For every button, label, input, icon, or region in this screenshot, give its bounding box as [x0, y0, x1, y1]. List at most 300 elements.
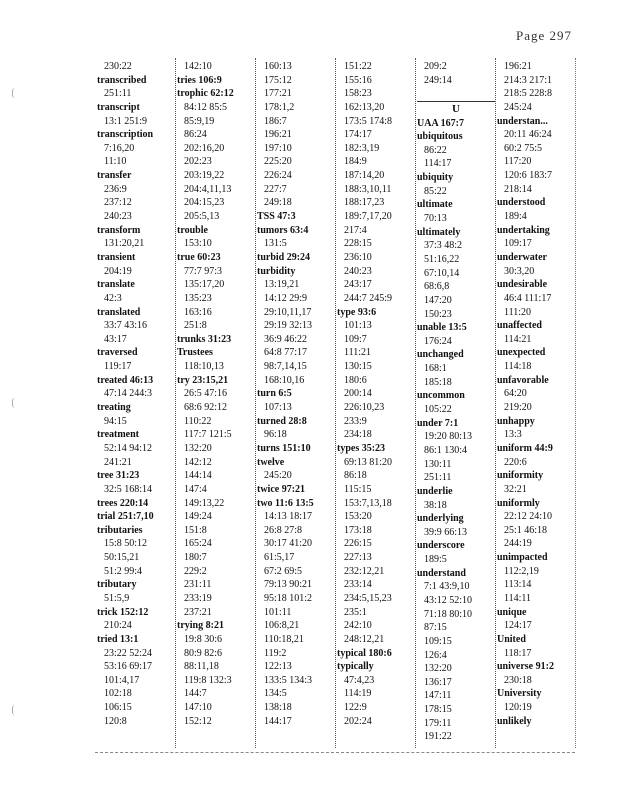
index-term: trial 251:7,10: [97, 511, 154, 523]
index-term: ubiquity: [417, 172, 454, 184]
index-reference: 162:13,20: [344, 101, 385, 113]
index-term: unhappy: [497, 415, 535, 427]
index-reference: 237:21: [184, 606, 212, 618]
index-term: treated 46:13: [97, 374, 154, 386]
index-term: tributary: [97, 579, 137, 591]
index-reference: 244:19: [504, 538, 532, 550]
index-column-3: [257, 60, 335, 728]
index-reference: 197:10: [264, 142, 292, 154]
index-term: UAA 167:7: [417, 117, 464, 129]
index-reference: 68:6,8: [424, 281, 450, 293]
index-reference: 150:23: [424, 308, 452, 320]
index-reference: 80:9 82:6: [184, 647, 223, 659]
index-column-2: [177, 60, 255, 728]
index-term: unlikely: [497, 715, 532, 727]
index-reference: 47:4,23: [344, 674, 375, 686]
index-reference: 243:17: [344, 279, 372, 291]
index-reference: 14:13 18:17: [264, 511, 313, 523]
index-reference: 131:5: [264, 238, 287, 250]
index-term: true 60:23: [177, 251, 221, 263]
index-reference: 236:9: [104, 183, 127, 195]
index-reference: 151:8: [184, 524, 207, 536]
index-reference: 71:18 80:10: [424, 608, 473, 620]
index-reference: 122:9: [344, 702, 367, 714]
index-reference: 111:21: [344, 347, 372, 359]
index-reference: 233:14: [344, 579, 372, 591]
index-reference: 13:3: [504, 429, 522, 441]
index-reference: 158:23: [344, 88, 372, 100]
index-term: uncommon: [417, 390, 465, 402]
index-reference: 43:17: [104, 333, 127, 345]
index-reference: 240:23: [104, 211, 132, 223]
index-term: uniformly: [497, 497, 540, 509]
index-term: understand: [417, 567, 466, 579]
index-reference: 144:17: [264, 715, 292, 727]
index-reference: 218:5 228:8: [504, 88, 553, 100]
index-reference: 33:7 43:16: [104, 320, 148, 332]
index-reference: 135:17,20: [184, 279, 225, 291]
index-term: undesirable: [497, 279, 548, 291]
index-reference: 109:7: [344, 333, 367, 345]
index-reference: 26:8 27:8: [264, 524, 303, 536]
index-reference: 149:24: [184, 511, 212, 523]
index-reference: 112:2,19: [504, 565, 539, 577]
index-reference: 11:10: [104, 156, 127, 168]
index-reference: 86:24: [184, 129, 207, 141]
index-reference: 225:20: [264, 156, 292, 168]
index-term: typically: [337, 661, 374, 673]
index-reference: 168:1: [424, 363, 447, 375]
index-term: undertaking: [497, 224, 550, 236]
column-divider: [415, 58, 416, 748]
index-reference: 30:3,20: [504, 265, 535, 277]
page-number: Page 297: [515, 28, 572, 43]
index-reference: 133:5 134:3: [264, 674, 313, 686]
index-reference: 51:5,9: [104, 592, 130, 604]
index-reference: 151:22: [344, 61, 372, 72]
index-reference: 42:3: [104, 292, 122, 304]
index-term: unimpacted: [497, 552, 548, 564]
index-reference: 178:1,2: [264, 101, 295, 113]
index-term: University: [497, 688, 542, 700]
index-reference: 124:17: [504, 620, 532, 632]
index-column-6: [497, 60, 575, 728]
index-reference: 177:21: [264, 88, 292, 100]
index-reference: 105:22: [424, 404, 452, 416]
index-reference: 189:4: [504, 211, 527, 223]
index-reference: 230:22: [104, 61, 132, 72]
index-reference: 196:21: [504, 61, 532, 72]
index-reference: 210:24: [104, 620, 132, 632]
index-reference: 249:14: [424, 74, 452, 86]
index-term: two 11:6 13:5: [257, 497, 314, 509]
index-reference: 240:23: [344, 265, 372, 277]
index-term: tries 106:9: [177, 74, 222, 86]
index-reference: 20:11 46:24: [504, 129, 552, 141]
index-reference: 234:5,15,23: [344, 592, 392, 604]
index-reference: 173:18: [344, 524, 372, 536]
index-reference: 102:18: [104, 688, 132, 700]
index-reference: 7:16,20: [104, 142, 135, 154]
index-reference: 114:17: [424, 158, 452, 170]
index-reference: 39:9 66:13: [424, 526, 468, 538]
index-reference: 79:13 90:21: [264, 579, 313, 591]
index-term: ultimate: [417, 199, 453, 211]
index-reference: 118:17: [504, 647, 532, 659]
index-term: TSS 47:3: [257, 211, 296, 223]
column-divider: [335, 58, 336, 748]
index-reference: 188:3,10,11: [344, 183, 392, 195]
index-reference: 234:18: [344, 429, 372, 441]
index-term: underlying: [417, 513, 464, 525]
index-reference: 236:10: [344, 251, 372, 263]
index-term: understan...: [497, 115, 548, 127]
index-term: under 7:1: [417, 417, 459, 429]
index-term: translated: [97, 306, 141, 318]
index-term: trophic 62:12: [177, 88, 234, 100]
index-term: underscore: [417, 540, 465, 552]
index-term: underwater: [497, 251, 547, 263]
index-reference: 114:11: [504, 592, 532, 604]
index-reference: 32:21: [504, 483, 527, 495]
index-reference: 142:12: [184, 456, 212, 468]
index-reference: 43:12 52:10: [424, 594, 473, 606]
index-reference: 244:7 245:9: [344, 292, 393, 304]
index-reference: 126:4: [424, 649, 447, 661]
index-term: traversed: [97, 347, 138, 359]
index-reference: 237:12: [104, 197, 132, 209]
index-reference: 147:20: [424, 294, 452, 306]
index-term: transient: [97, 251, 136, 263]
index-reference: 106:8,21: [264, 620, 300, 632]
index-reference: 147:4: [184, 483, 207, 495]
index-reference: 77:7 97:3: [184, 265, 223, 277]
index-reference: 119:8 132:3: [184, 674, 232, 686]
index-reference: 144:14: [184, 470, 212, 482]
index-reference: 13:19,21: [264, 279, 300, 291]
index-reference: 233:9: [344, 415, 367, 427]
index-reference: 120:8: [104, 715, 127, 727]
index-term: underlie: [417, 485, 453, 497]
index-reference: 226:10,23: [344, 402, 385, 414]
index-reference: 186:7: [264, 115, 287, 127]
index-reference: 233:19: [184, 592, 212, 604]
index-column-1: [97, 60, 175, 728]
index-reference: 200:14: [344, 388, 372, 400]
index-reference: 50:15,21: [104, 552, 140, 564]
index-term: turned 28:8: [257, 415, 307, 427]
index-reference: 53:16 69:17: [104, 661, 153, 673]
index-term: transfer: [97, 170, 132, 182]
index-reference: 180:7: [184, 552, 207, 564]
index-term: ubiquitous: [417, 131, 463, 143]
index-reference: 245:20: [264, 470, 292, 482]
index-reference: 227:13: [344, 552, 372, 564]
index-reference: 51:2 99:4: [104, 565, 143, 577]
column-divider: [175, 58, 176, 748]
index-reference: 220:6: [504, 456, 527, 468]
index-reference: 114:19: [344, 688, 372, 700]
index-reference: 135:23: [184, 292, 212, 304]
index-reference: 46:4 111:17: [504, 292, 552, 304]
index-reference: 179:11: [424, 717, 452, 729]
index-reference: 226:15: [344, 538, 372, 550]
index-term: unfavorable: [497, 374, 549, 386]
index-reference: 131:20,21: [104, 238, 145, 250]
index-reference: 189:5: [424, 554, 447, 566]
index-reference: 163:16: [184, 306, 212, 318]
index-term: turbidity: [257, 265, 296, 277]
index-reference: 160:13: [264, 61, 292, 72]
index-reference: 101:13: [344, 320, 372, 332]
index-reference: 94:15: [104, 415, 127, 427]
index-reference: 114:21: [504, 333, 532, 345]
index-term: trunks 31:23: [177, 333, 232, 345]
index-reference: 204:15,23: [184, 197, 225, 209]
index-reference: 68:6 92:12: [184, 402, 228, 414]
index-reference: 113:14: [504, 579, 532, 591]
index-term: type 93:6: [337, 306, 377, 318]
index-reference: 85:22: [424, 185, 447, 197]
index-reference: 109:15: [424, 635, 452, 647]
index-reference: 115:15: [344, 483, 372, 495]
index-reference: 88:11,18: [184, 661, 219, 673]
index-reference: 15:8 50:12: [104, 538, 148, 550]
index-reference: 149:13,22: [184, 497, 225, 509]
index-reference: 173:5 174:8: [344, 115, 393, 127]
index-term: turbid 29:24: [257, 251, 311, 263]
index-reference: 241:21: [104, 456, 132, 468]
index-reference: 101:4,17: [104, 674, 140, 686]
index-reference: 23:22 52:24: [104, 647, 153, 659]
index-term: uniform 44:9: [497, 442, 553, 454]
index-reference: 235:1: [344, 606, 367, 618]
index-term: transcribed: [97, 74, 147, 86]
index-reference: 47:14 244:3: [104, 388, 153, 400]
index-reference: 187:14,20: [344, 170, 385, 182]
index-reference: 226:24: [264, 170, 292, 182]
index-reference: 230:18: [504, 674, 532, 686]
index-reference: 218:14: [504, 183, 532, 195]
index-reference: 132:20: [424, 663, 452, 675]
index-reference: 142:10: [184, 61, 212, 72]
index-term: translate: [97, 279, 135, 291]
index-term: unchanged: [417, 349, 464, 361]
index-reference: 232:12,21: [344, 565, 385, 577]
bottom-rule: [95, 752, 575, 753]
index-term: trees 220:14: [97, 497, 149, 509]
index-reference: 205:5,13: [184, 211, 220, 223]
punch-mark: [12, 705, 19, 715]
index-term: turns 151:10: [257, 442, 311, 454]
index-term: trying 8:21: [177, 620, 224, 632]
index-reference: 251:11: [424, 472, 452, 484]
index-term: transcript: [97, 101, 140, 113]
index-reference: 32:5 168:14: [104, 483, 153, 495]
index-reference: 7:1 43:9,10: [424, 581, 470, 593]
index-term: turn 6:5: [257, 388, 292, 400]
index-reference: 26:5 47:16: [184, 388, 228, 400]
index-reference: 120:19: [504, 702, 532, 714]
index-term: transform: [97, 224, 141, 236]
index-term: typical 180:6: [337, 647, 392, 659]
index-reference: 118:10,13: [184, 361, 224, 373]
index-term: unaffected: [497, 320, 542, 332]
index-reference: 13:1 251:9: [104, 115, 148, 127]
column-divider: [575, 58, 576, 748]
index-reference: 98:7,14,15: [264, 361, 307, 373]
index-reference: 37:3 48:2: [424, 240, 463, 252]
index-reference: 134:5: [264, 688, 287, 700]
index-reference: 228:15: [344, 238, 372, 250]
index-term: twice 97:21: [257, 483, 306, 495]
index-reference: 168:10,16: [264, 374, 305, 386]
index-reference: 184:9: [344, 156, 367, 168]
index-reference: 52:14 94:12: [104, 442, 153, 454]
index-reference: 219:20: [504, 402, 532, 414]
index-reference: 130:15: [344, 361, 372, 373]
index-column-5: [417, 60, 495, 744]
index-table: [95, 58, 575, 748]
index-reference: 64:8 77:17: [264, 347, 308, 359]
index-term: twelve: [257, 456, 285, 468]
index-reference: 95:18 101:2: [264, 592, 313, 604]
index-reference: 109:17: [504, 238, 532, 250]
index-reference: 111:20: [504, 306, 532, 318]
index-reference: 117:7 121:5: [184, 429, 232, 441]
index-reference: 251:11: [104, 88, 132, 100]
index-reference: 70:13: [424, 213, 447, 225]
index-term: types 35:23: [337, 442, 386, 454]
index-term: treating: [97, 402, 131, 414]
index-reference: 202:24: [344, 715, 372, 727]
index-reference: 64:20: [504, 388, 527, 400]
index-reference: 130:11: [424, 458, 452, 470]
index-reference: 86:1 130:4: [424, 444, 468, 456]
index-term: tried 13:1: [97, 633, 139, 645]
index-term: Trustees: [177, 347, 213, 359]
index-reference: 153:10: [184, 238, 212, 250]
index-term: try 23:15,21: [177, 374, 229, 386]
index-term: tree 31:23: [97, 470, 140, 482]
index-reference: 217:4: [344, 224, 367, 236]
index-reference: 229:2: [184, 565, 207, 577]
index-reference: 176:24: [424, 335, 452, 347]
index-reference: 36:9 46:22: [264, 333, 308, 345]
index-reference: 185:18: [424, 376, 452, 388]
index-reference: 67:10,14: [424, 267, 460, 279]
index-reference: 147:10: [184, 702, 212, 714]
index-term: universe 91:2: [497, 661, 554, 673]
index-reference: 180:6: [344, 374, 367, 386]
index-reference: 85:9,19: [184, 115, 215, 127]
index-reference: 182:3,19: [344, 142, 380, 154]
index-reference: 242:10: [344, 620, 372, 632]
index-reference: 209:2: [424, 61, 447, 72]
index-reference: 110:22: [184, 415, 212, 427]
column-divider: [255, 58, 256, 748]
index-reference: 107:13: [264, 402, 292, 414]
index-reference: 245:24: [504, 101, 532, 113]
index-reference: 96:18: [264, 429, 287, 441]
index-reference: 117:20: [504, 156, 532, 168]
index-reference: 251:8: [184, 320, 207, 332]
index-reference: 202:23: [184, 156, 212, 168]
index-reference: 87:15: [424, 622, 447, 634]
index-reference: 144:7: [184, 688, 207, 700]
index-reference: 119:17: [104, 361, 132, 373]
index-term: transcription: [97, 129, 154, 141]
index-reference: 249:18: [264, 197, 292, 209]
index-reference: 227:7: [264, 183, 287, 195]
index-reference: 196:21: [264, 129, 292, 141]
index-reference: 19:20 80:13: [424, 431, 473, 443]
index-reference: 122:13: [264, 661, 292, 673]
index-reference: 165:24: [184, 538, 212, 550]
column-divider: [495, 58, 496, 748]
index-reference: 175:12: [264, 74, 292, 86]
index-reference: 178:15: [424, 704, 452, 716]
index-reference: 132:20: [184, 442, 212, 454]
index-reference: 189:7,17,20: [344, 211, 392, 223]
index-reference: 174:17: [344, 129, 372, 141]
index-column-4: [337, 60, 415, 728]
index-reference: 86:22: [424, 144, 447, 156]
index-reference: 84:12 85:5: [184, 101, 228, 113]
index-reference: 106:15: [104, 702, 132, 714]
index-reference: 119:2: [264, 647, 287, 659]
index-reference: 248:12,21: [344, 633, 385, 645]
index-term: unexpected: [497, 347, 546, 359]
index-term: unique: [497, 606, 527, 618]
index-term: trouble: [177, 224, 208, 236]
index-reference: [417, 87, 495, 101]
section-letter: U: [417, 101, 495, 117]
punch-mark: [12, 398, 19, 408]
index-reference: 110:18,21: [264, 633, 304, 645]
index-reference: 114:18: [504, 361, 532, 373]
index-reference: 67:2 69:5: [264, 565, 303, 577]
index-reference: 153:20: [344, 511, 372, 523]
index-reference: 61:5,17: [264, 552, 295, 564]
punch-mark: [12, 88, 19, 98]
index-reference: 69:13 81:20: [344, 456, 393, 468]
index-reference: 191:22: [424, 731, 452, 743]
index-reference: 120:6 183:7: [504, 170, 553, 182]
index-term: understood: [497, 197, 546, 209]
index-reference: 60:2 75:5: [504, 142, 543, 154]
index-reference: 22:12 24:10: [504, 511, 553, 523]
index-term: ultimately: [417, 226, 461, 238]
index-reference: 86:18: [344, 470, 367, 482]
index-term: United: [497, 633, 526, 645]
index-reference: 29:10,11,17: [264, 306, 312, 318]
index-reference: 38:18: [424, 499, 447, 511]
index-reference: 14:12 29:9: [264, 292, 308, 304]
index-reference: 29:19 32:13: [264, 320, 313, 332]
index-reference: 214:3 217:1: [504, 74, 553, 86]
index-reference: 101:11: [264, 606, 292, 618]
index-term: tributaries: [97, 524, 143, 536]
index-term: tumors 63:4: [257, 224, 309, 236]
index-reference: 152:12: [184, 715, 212, 727]
index-term: uniformity: [497, 470, 544, 482]
index-term: trick 152:12: [97, 606, 149, 618]
index-reference: 147:11: [424, 690, 452, 702]
index-reference: 136:17: [424, 676, 452, 688]
index-reference: 19:8 30:6: [184, 633, 223, 645]
index-reference: 138:18: [264, 702, 292, 714]
